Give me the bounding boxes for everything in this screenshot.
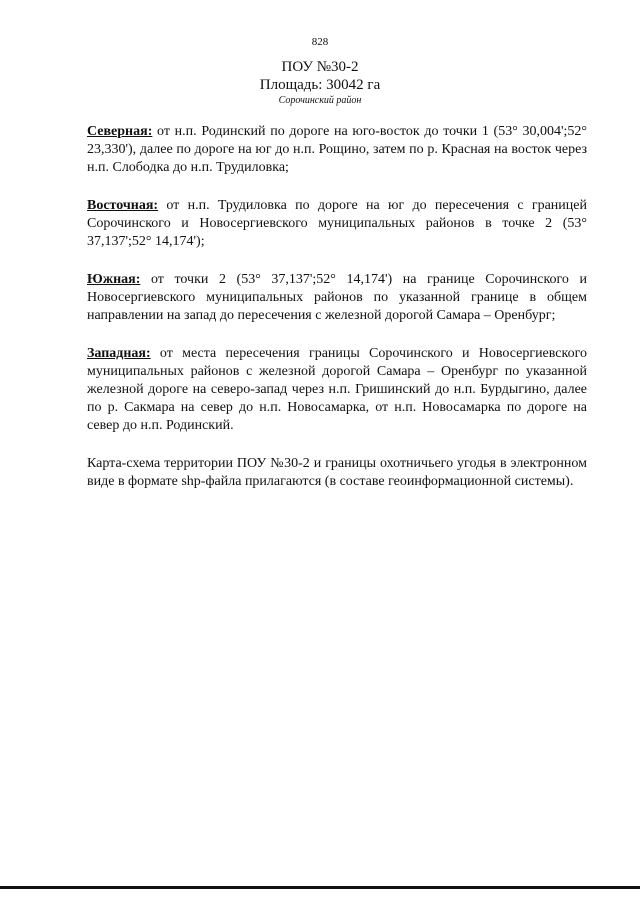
boundary-section-south [87, 271, 587, 325]
section-text-east: от н.п. Трудиловка по дороге на юг до пересечения с границей Сорочинского и Новосергиевского муниципальных районов в точке 2 (53° 37,137';52° 14,174'); [87, 198, 587, 249]
section-label-north: Северная: [87, 124, 153, 139]
boundary-section-west [87, 345, 587, 435]
section-text-south: от точки 2 (53° 37,137';52° 14,174') на границе Сорочинского и Новосергиевского муниципальных районов по указанной границе в общем направлении на запад до пересечения с железной дорогой Самара – Оренбург; [87, 272, 587, 323]
section-text-north: от н.п. Родинский по дороге на юго-восток до точки 1 (53° 30,004';52° 23,330'), далее по дороге на юг до н.п. Рощино, затем по р. Красная на восток через н.п. Слободка до н.п. Трудиловка; [87, 124, 587, 175]
page-number: 828 [311, 36, 329, 48]
boundary-section-east [87, 197, 587, 251]
district-subtitle: Сорочинский район [278, 95, 362, 106]
section-label-east: Восточная: [87, 198, 159, 213]
document-header [0, 58, 640, 108]
section-label-south: Южная: [87, 272, 141, 287]
boundary-sections [87, 123, 587, 505]
bottom-divider [0, 886, 640, 889]
section-label-west: Западная: [87, 346, 151, 361]
closing-paragraph: Карта-схема территории ПОУ №30-2 и границы охотничьего угодья в электронном виде в формате shp-файла прилагаются (в составе геоинформационной системы). [87, 456, 587, 489]
boundary-section-north [87, 123, 587, 177]
section-text-west: от места пересечения границы Сорочинского и Новосергиевского муниципальных районов с железной дорогой Самара – Оренбург по указанной железной дороге на северо-запад через н.п. Гришинский до н.п. Бурдыгино, далее по р. Сакмара на север до н.п. Новосамарка, от н.п. Новосамарка по дороге на север до н.п. Родинский. [87, 346, 587, 433]
document-title: ПОУ №30-2 [281, 59, 359, 75]
area-line: Площадь: 30042 га [259, 77, 381, 93]
